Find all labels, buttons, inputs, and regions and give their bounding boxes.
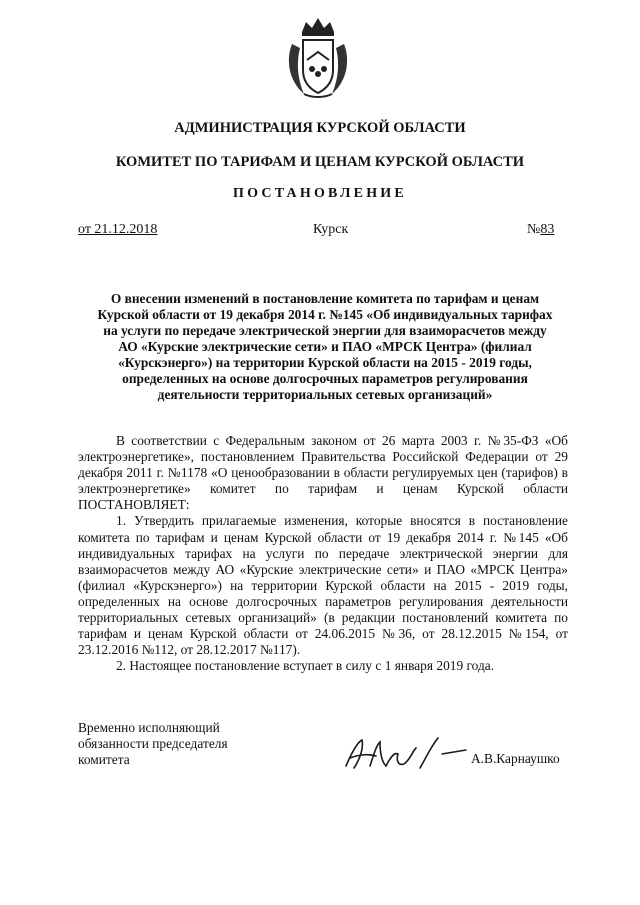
coat-of-arms-icon [284, 14, 352, 100]
preamble-paragraph: В соответствии с Федеральным законом от 26 марта 2003 г. №35-ФЗ «Об электроэнергетике», постановлением Правительства Российской Федерации от 29 декабря 2011 г. №1178 «О ценообразовании в области регулируемых цен (тарифов) в электроэнергетике» комитет по тарифам и ценам Курской области ПОСТАНОВЛЯЕТ: [78, 433, 568, 513]
document-title [70, 291, 580, 403]
position-line: комитета [78, 752, 130, 768]
title-line: на услуги по передаче электрической энергии для взаиморасчетов между [103, 323, 547, 338]
document-body [78, 433, 568, 674]
title-line: «Курскэнерго») на территории Курской области на 2015 - 2019 годы, [118, 355, 532, 370]
position-line: обязанности председателя [78, 736, 228, 752]
handwritten-signature [340, 732, 470, 776]
signatory-name: А.В.Карнаушко [471, 751, 560, 766]
clause-2-paragraph: 2. Настоящее постановление вступает в силу с 1 января 2019 года. [116, 658, 495, 674]
number-prefix: № [527, 222, 541, 237]
document-date: от 21.12.2018 [78, 222, 158, 237]
title-line: О внесении изменений в постановление комитета по тарифам и ценам [110, 291, 540, 306]
title-line: АО «Курские электрические сети» и ПАО «МРСК Центра» (филиал [118, 339, 532, 354]
position-line: Временно исполняющий [78, 720, 220, 735]
clause-1-paragraph: 1. Утвердить прилагаемые изменения, которые вносятся в постановление комитета по тарифам и ценам Курской области от 19 декабря 2014 г. №145 «Об индивидуальных тарифах на услуги по передаче электрической энергии для взаиморасчетов между АО «Курские электрические сети» и ПАО «МРСК Центра» (филиал «Курскэнерго») на территории Курской области на 2015 - 2019 годы, определенных на основе долгосрочных параметров регулирования деятельности территориальных сетевых организаций» (в редакции постановлений комитета по тарифам и ценам Курской области от 24.06.2015 №36, от 28.12.2015 №154, от 23.12.2016 №112, от 28.12.2017 №117). [78, 513, 568, 658]
title-line: определенных на основе долгосрочных параметров регулирования [122, 371, 528, 386]
document-city: Курск [313, 222, 349, 237]
document-type: ПОСТАНОВЛЕНИЕ [233, 186, 407, 201]
committee-name: КОМИТЕТ ПО ТАРИФАМ И ЦЕНАМ КУРСКОЙ ОБЛАСТИ [115, 154, 525, 170]
document-number [527, 222, 554, 238]
title-line: Курской области от 19 декабря 2014 г. №145 «Об индивидуальных тарифах [97, 307, 553, 322]
signatory-position [78, 720, 228, 769]
number-value: 83 [540, 222, 555, 237]
title-line: деятельности территориальных сетевых организаций» [157, 387, 493, 402]
organization-name: АДМИНИСТРАЦИЯ КУРСКОЙ ОБЛАСТИ [174, 120, 466, 136]
